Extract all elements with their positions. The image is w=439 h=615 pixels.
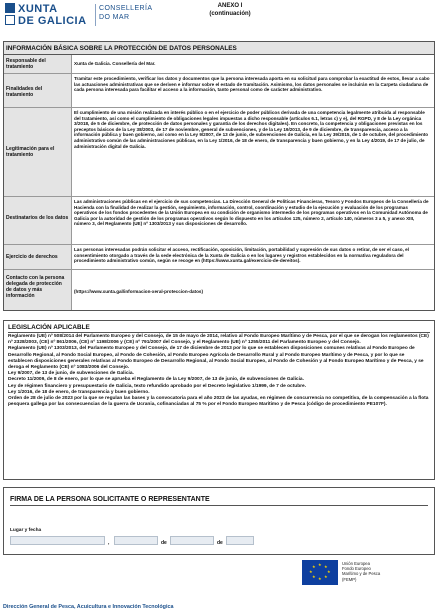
- annex-subtitle: (continuación): [209, 11, 251, 17]
- logo-square-outline-icon: [5, 15, 15, 25]
- logo-text-line1: XUNTA: [18, 3, 58, 15]
- date-separator-comma: ,: [108, 540, 110, 546]
- row-value: Las personas interesadas podrán solicitar el acceso, rectificación, oposición, limitación, portabilidad y supresión de sus datos o retirar, de ser el caso, el consentimiento otorgado a través de la sede electrónica de la Xunta de Galicia o en los lugares y registros establecidos en la normativa reguladora del procedimiento administrativo común, según se recoge en (https://www.xunta.gal/exercicio-de-dereitos).: [74, 247, 409, 264]
- legislation-paragraph: Reglamento (UE) nº 508/2014 del Parlamento Europeo y del Consejo, de 15 de mayo de 2014, relativo al Fondo Europeo Marítimo y de Pesca, por el que se derogan los reglamentos (CE) nº 2328/2003, (CE) nº 861/2006, (CE) nº 1198/2006 y (CE) nº 791/2007 del Consejo, y el Reglamento (UE) nº 1255/2011 del Parlamento Europeo y del Consejo.: [8, 334, 429, 346]
- consellaria-line1: CONSELLERÍA: [99, 5, 153, 12]
- data-protection-section: [3, 41, 435, 311]
- row-value: Las administraciones públicas en el ejercicio de sus competencias. La Dirección General de Políticas Financieras, Tesoro y Fondos Europeos de la Consellería de Hacienda con la finalidad de realizar la gestión, seguimiento, información, control, coordinación y estudio de la ejecución y evaluación de los programas operativos de los fondos procedentes de la Unión Europea en su condición de organismo intermedio de los programas operativos en la Comunidad Autónoma de Galicia por la autoridad de gestión de los programas operativos según lo dispuesto en los artículos 125, número 2, artículo 140, números 3 a 5, y anexo XIII, número 3, del Reglamento (UE) nº 1303/2013 y sus disposiciones de desarrollo.: [74, 199, 429, 227]
- legislation-paragraph: Reglamento (UE) nº 1303/2013, del Parlamento Europeo y del Consejo, de 17 de diciembre de 2013 por lo que se establecen disposiciones comunes relativas al Fondo Europeo de Desarrollo Regional, al Fondo Social Europeo, al Fondo de Cohesión, al Fondo Europeo Agrícola de Desarrollo Rural y al Fondo Europeo Marítimo y de Pesca, y por lo que se establecen disposiciones generales relativas al Fondo Europeo de Desarrollo Regional, al Fondo Social Europeo, al Fondo de Cohesión y al Fondo Europeo Marítimo y de Pesca, y se deroga el Reglamento (CE) nº 1083/2006 del Consejo.: [8, 346, 424, 371]
- eu-line: (FEMP): [342, 576, 357, 582]
- eu-line: Marítimo y de Pesca: [342, 571, 381, 577]
- year-field[interactable]: [226, 536, 254, 545]
- xunta-logo: [5, 3, 91, 27]
- row-label: Destinatarios de los datos: [4, 197, 72, 244]
- row-label: Finalidades del tratamiento: [4, 74, 72, 107]
- legislation-paragraph: Ley 1/2016, de 18 de enero, de transparencia y buen gobierno.: [8, 389, 150, 395]
- annex-heading: [200, 2, 260, 18]
- eu-fund-text: [342, 561, 380, 582]
- annex-title: ANEXO I: [217, 3, 243, 9]
- eu-flag-icon: ★ ★ ★ ★ ★ ★ ★ ★: [302, 560, 338, 585]
- row-value: El cumplimiento de una misión realizada en interés público o en el ejercicio de poder públicos derivada de una competencia legalmente atribuida al responsable del tratamiento, así como el cumplimiento de obligaciones legales impuestas a dicho responsable (artículos 6.1, letras c) y e), del RGPD, y 8 de la Ley orgánica 3/2018, de 5 de diciembre, de protección de datos personales y garantía de los derechos digitales). En concreto, la competencia y obligaciones previstas en los preceptos básicos de la Ley 38/2003, de 17 de noviembre, general de subvenciones, y de la Ley 19/2013, de 9 de diciembre, de transparencia, acceso a la información pública y buen gobierno, así como en la Ley 9/2007, de 13 de junio, de subvenciones de Galicia, en la Ley 39/2015, de 1 de octubre, del procedimiento administrativo común de las administraciones públicas, en la Ley 1/2016, de 18 de enero, de transparencia y buen gobierno, y en la Ley 4/2019, de 17 de julio, de administración digital de Galicia.: [74, 110, 429, 149]
- eu-line: Fondo Europeo: [342, 566, 371, 572]
- eu-line: Unión Europea: [342, 561, 370, 566]
- signature-section: [3, 487, 435, 555]
- row-value: Tramitar este procedimiento, verificar los datos y documentos que la persona interesada aporta en su solicitud para comprobar la exactitud de estos, llevar a cabo las actuaciones administrativas que se deriven e informar sobre el estado de tramitación. Asimismo, los datos personales se incluirán en la Carpeta ciudadana de cada persona interesada para facilitar el acceso a la información, tanto personal como de carácter administrativo.: [74, 76, 430, 93]
- logo-text-line2: DE GALICIA: [18, 15, 87, 27]
- consellaria-name: [99, 4, 152, 22]
- row-value: Xunta de Galicia. Consellería del Mar.: [74, 61, 156, 66]
- row-label: Legitimación para el tratamiento: [4, 108, 72, 196]
- logo-divider: [95, 4, 96, 26]
- table-row: [4, 74, 434, 108]
- day-field[interactable]: [114, 536, 158, 545]
- legislation-title: LEGISLACIÓN APLICABLE: [8, 324, 90, 331]
- data-protection-title: INFORMACIÓN BÁSICA SOBRE LA PROTECCIÓN DE DATOS PERSONALES: [4, 42, 434, 55]
- legislation-paragraph: Ley 9/2007, de 13 de junio, de subvenciones de Galicia.: [8, 371, 134, 377]
- place-date-label: Lugar y fecha: [10, 528, 42, 533]
- row-label: Contacto con la persona delegada de protección de datos y más información: [4, 270, 72, 310]
- consellaria-line2: DO MAR: [99, 14, 130, 21]
- row-label: Ejercicio de derechos: [4, 245, 72, 269]
- logo-square-icon: [5, 3, 15, 13]
- row-label: Responsable del tratamiento: [4, 55, 72, 73]
- page-footer: Dirección General de Pesca, Acuicultura e Innovación Tecnológica: [3, 604, 174, 610]
- legislation-paragraph: Decreto 11/2009, de 8 de enero, por lo que se aprueba el Reglamento de la Ley 9/2007, de 13 de junio, de subvenciones de Galicia.: [8, 377, 304, 383]
- legislation-paragraph: Orden de 28 de julio de 2023 por la que se regulan las bases y la convocatoria para el año 2023 de las ayudas, en régimen de concurrencia no competitiva, de la compensación a la flota pesquera gallega por las consecuencias de la guerra de Ucrania, cofinanciadas al 75 % por el Fondo Europeo Marítimo y de Pesca (código de procedimiento PE107F).: [8, 396, 429, 408]
- table-row: [4, 55, 434, 74]
- page-header: [0, 0, 439, 30]
- place-field[interactable]: [10, 536, 105, 545]
- table-row: [4, 108, 434, 197]
- legislation-section: [3, 320, 435, 480]
- eu-fund-logo: [302, 560, 432, 588]
- signature-divider: [10, 505, 428, 506]
- row-value-link[interactable]: (https://www.xunta.gal/informacion-xeral-proteccion-datos): [74, 289, 203, 294]
- legislation-paragraph: Ley de régimen financiero y presupuestario de Galicia, texto refundido aprobado por el Decreto legislativo 1/1999, de 7 de octubre.: [8, 383, 307, 389]
- table-row: [4, 197, 434, 245]
- table-row: [4, 245, 434, 270]
- date-separator-de: de: [217, 540, 223, 546]
- table-row: [4, 270, 434, 310]
- legislation-body: [8, 334, 430, 408]
- legislation-divider: [8, 332, 430, 333]
- month-field[interactable]: [170, 536, 214, 545]
- signature-title: FIRMA DE LA PERSONA SOLICITANTE O REPRESENTANTE: [10, 496, 210, 503]
- date-separator-de: de: [161, 540, 167, 546]
